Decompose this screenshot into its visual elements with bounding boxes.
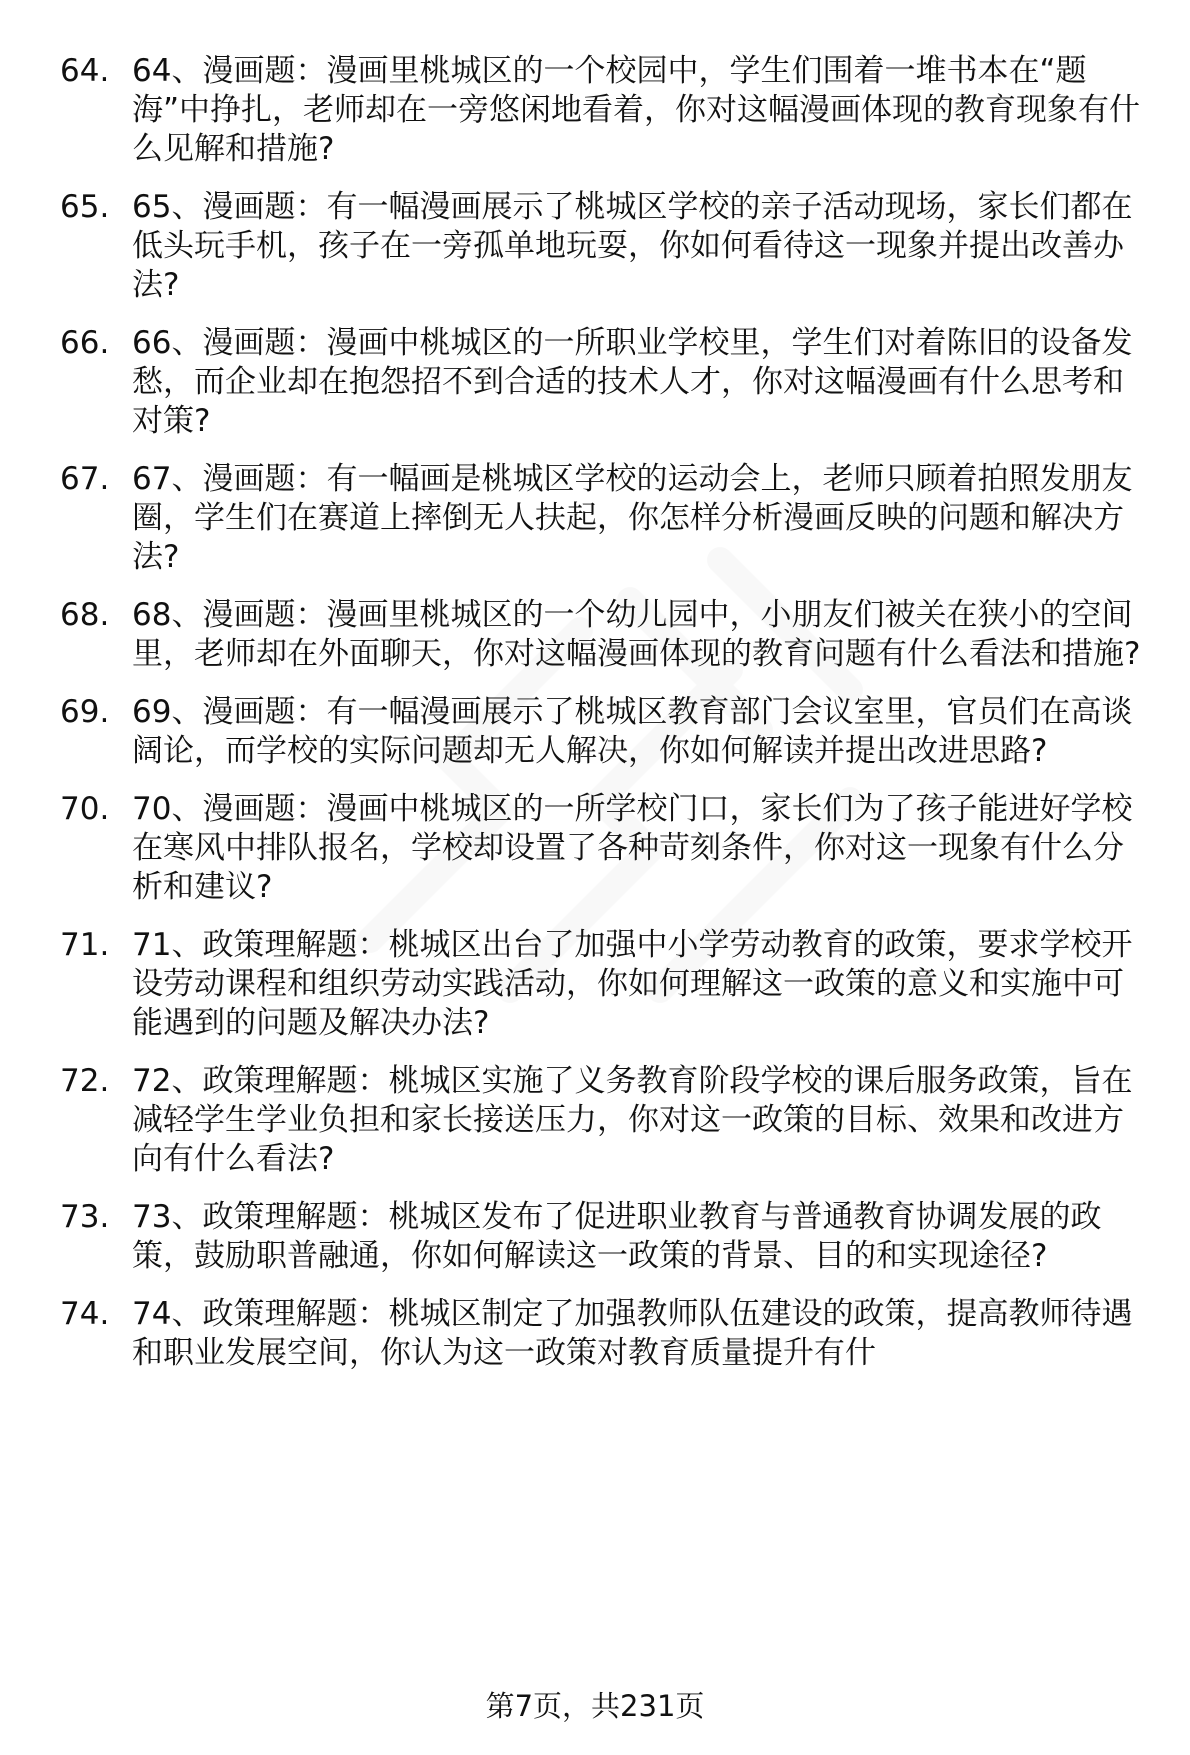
question-text: 68、漫画题：漫画里桃城区的一个幼儿园中，小朋友们被关在狭小的空间里，老师却在外面聊天，你对这幅漫画体现的教育问题有什么看法和措施? bbox=[132, 597, 1141, 672]
question-text: 67、漫画题：有一幅画是桃城区学校的运动会上，老师只顾着拍照发朋友圈，学生们在赛道上摔倒无人扶起，你怎样分析漫画反映的问题和解决方法? bbox=[132, 461, 1133, 575]
question-item bbox=[60, 926, 1150, 1043]
question-list bbox=[60, 52, 1150, 1392]
question-number: 70. bbox=[60, 791, 110, 827]
question-text: 74、政策理解题：桃城区制定了加强教师队伍建设的政策，提高教师待遇和职业发展空间，你认为这一政策对教育质量提升有什 bbox=[132, 1296, 1133, 1371]
question-text: 70、漫画题：漫画中桃城区的一所学校门口，家长们为了孩子能进好学校在寒风中排队报名，学校却设置了各种苛刻条件，你对这一现象有什么分析和建议? bbox=[132, 791, 1133, 905]
question-number: 64. bbox=[60, 53, 110, 89]
question-item bbox=[60, 52, 1150, 169]
question-number: 74. bbox=[60, 1296, 110, 1332]
question-item bbox=[60, 188, 1150, 305]
question-item bbox=[60, 460, 1150, 577]
question-number: 73. bbox=[60, 1199, 110, 1235]
question-number: 67. bbox=[60, 461, 110, 497]
question-item bbox=[60, 596, 1150, 674]
question-number: 66. bbox=[60, 325, 110, 361]
question-text: 64、漫画题：漫画里桃城区的一个校园中，学生们围着一堆书本在“题海”中挣扎，老师却在一旁悠闲地看着，你对这幅漫画体现的教育现象有什么见解和措施? bbox=[132, 53, 1141, 167]
question-text: 65、漫画题：有一幅漫画展示了桃城区学校的亲子活动现场，家长们都在低头玩手机，孩子在一旁孤单地玩耍，你如何看待这一现象并提出改善办法? bbox=[132, 189, 1133, 303]
question-text: 69、漫画题：有一幅漫画展示了桃城区教育部门会议室里，官员们在高谈阔论，而学校的实际问题却无人解决，你如何解读并提出改进思路? bbox=[132, 694, 1133, 769]
question-number: 68. bbox=[60, 597, 110, 633]
question-item bbox=[60, 324, 1150, 441]
question-item bbox=[60, 693, 1150, 771]
question-item bbox=[60, 790, 1150, 907]
question-text: 66、漫画题：漫画中桃城区的一所职业学校里，学生们对着陈旧的设备发愁，而企业却在抱怨招不到合适的技术人才，你对这幅漫画有什么思考和对策? bbox=[132, 325, 1133, 439]
question-text: 73、政策理解题：桃城区发布了促进职业教育与普通教育协调发展的政策，鼓励职普融通，你如何解读这一政策的背景、目的和实现途径? bbox=[132, 1199, 1102, 1274]
question-number: 71. bbox=[60, 927, 110, 963]
question-item bbox=[60, 1062, 1150, 1179]
question-item bbox=[60, 1198, 1150, 1276]
question-text: 71、政策理解题：桃城区出台了加强中小学劳动教育的政策，要求学校开设劳动课程和组织劳动实践活动，你如何理解这一政策的意义和实施中可能遇到的问题及解决办法? bbox=[132, 927, 1133, 1041]
question-number: 65. bbox=[60, 189, 110, 225]
question-number: 72. bbox=[60, 1063, 110, 1099]
page-footer: 第7页，共231页 bbox=[485, 1689, 705, 1723]
question-text: 72、政策理解题：桃城区实施了义务教育阶段学校的课后服务政策，旨在减轻学生学业负担和家长接送压力，你对这一政策的目标、效果和改进方向有什么看法? bbox=[132, 1063, 1133, 1177]
question-number: 69. bbox=[60, 694, 110, 730]
question-item bbox=[60, 1295, 1150, 1373]
